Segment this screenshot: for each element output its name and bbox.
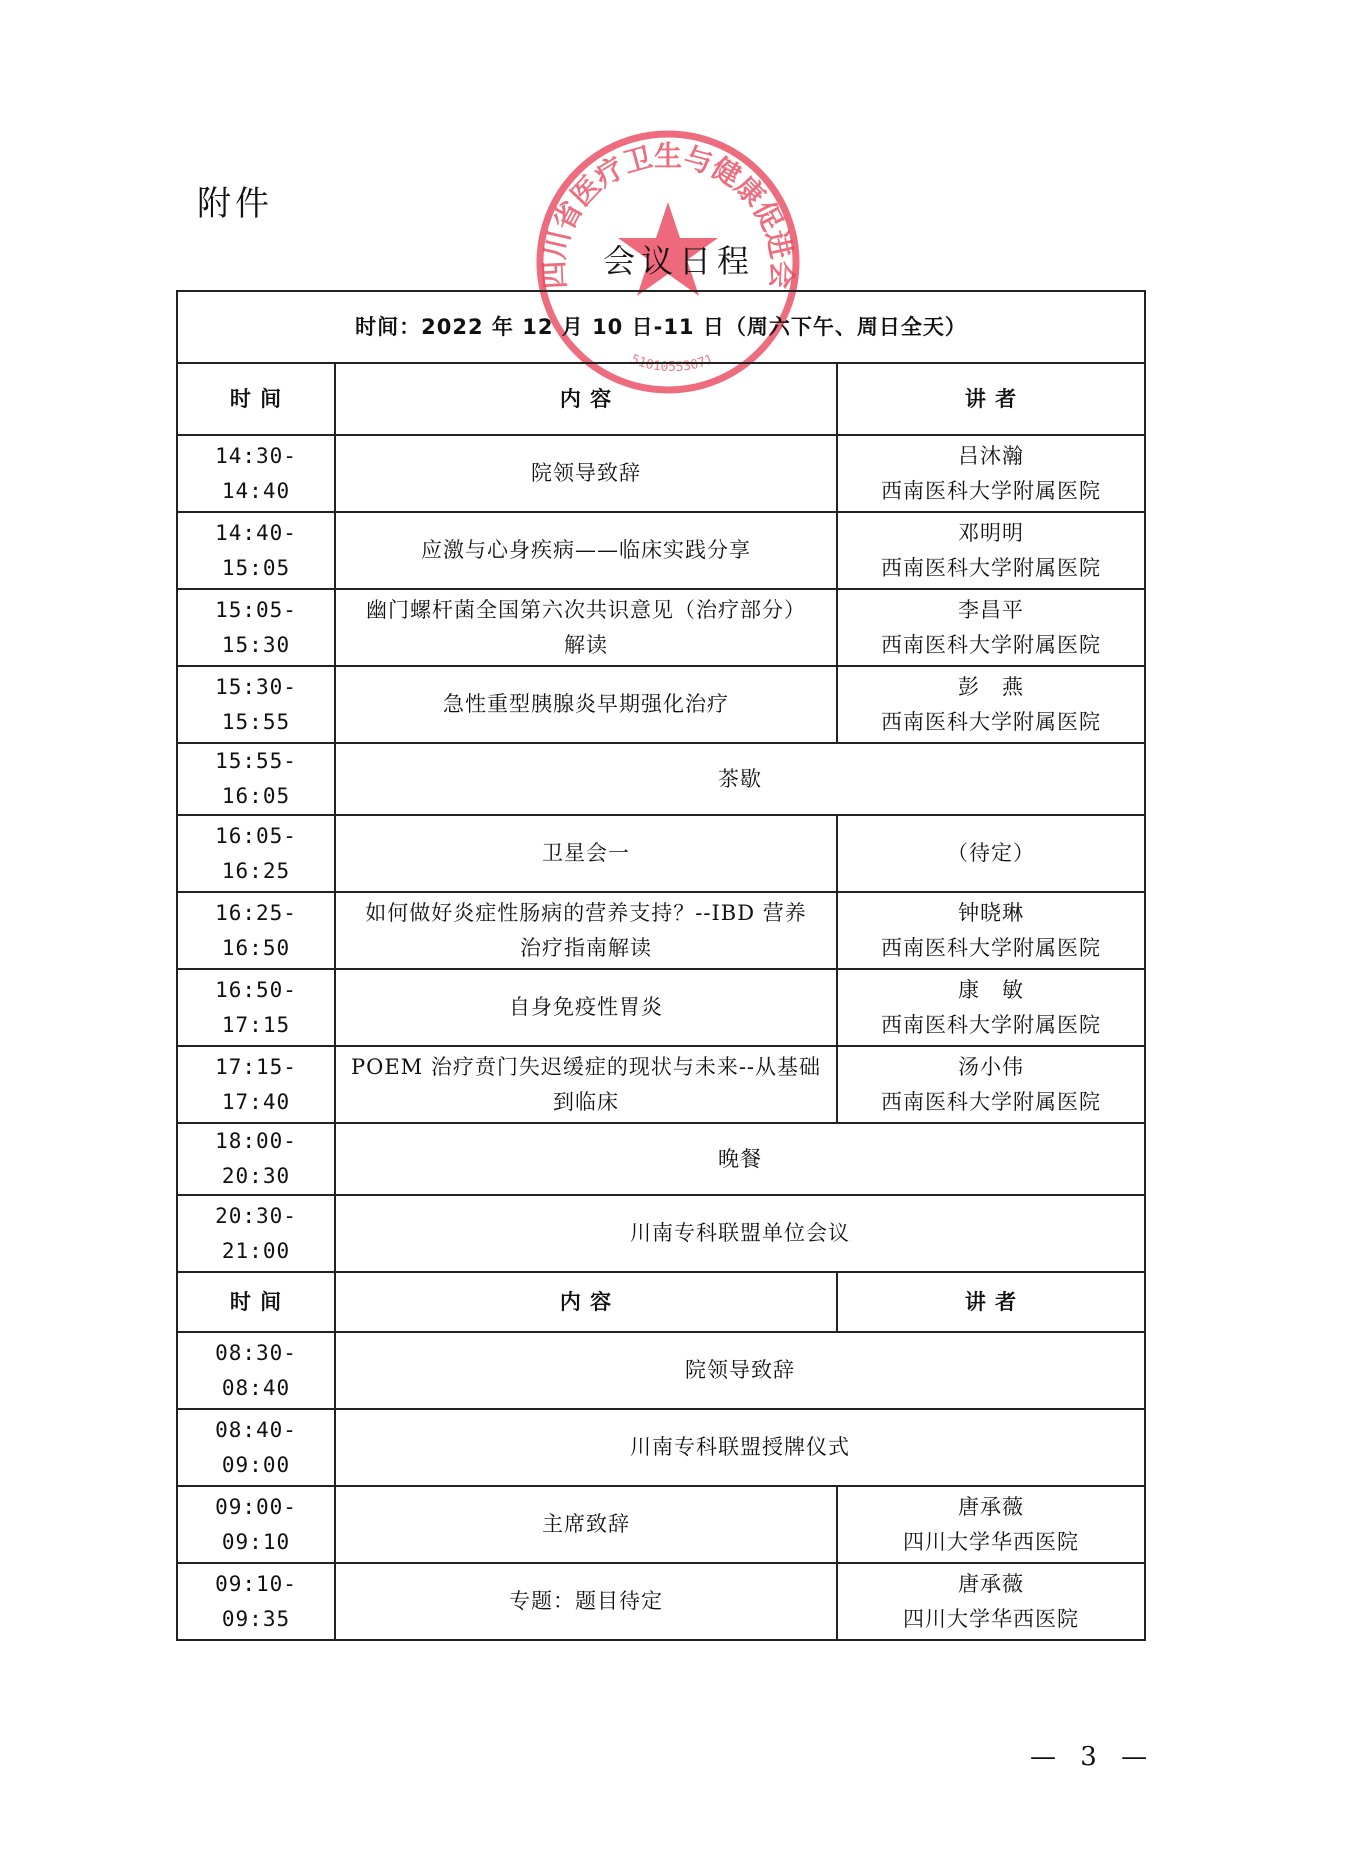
session-content — [335, 589, 837, 666]
date-row — [177, 291, 1145, 363]
session-speaker — [837, 1563, 1145, 1640]
session-time: 18:00-20:30 — [177, 1123, 335, 1195]
table-row — [177, 892, 1145, 969]
session-time: 08:30-08:40 — [177, 1332, 335, 1409]
table-row — [177, 1409, 1145, 1486]
session-speaker-line: 西南医科大学附属医院 — [881, 555, 1102, 580]
session-time: 15:30-15:55 — [177, 666, 335, 743]
attachment-label: 附件 — [197, 184, 273, 224]
page-title: 会议日程 — [602, 242, 755, 280]
session-content — [335, 1332, 1145, 1409]
session-time: 16:25-16:50 — [177, 892, 335, 969]
table-row — [177, 743, 1145, 815]
header-time: 时 间 — [177, 1272, 335, 1332]
session-content-line: 自身免疫性胃炎 — [509, 995, 663, 1019]
session-content — [335, 1486, 837, 1563]
session-content — [335, 435, 837, 512]
session-time: 15:05-15:30 — [177, 589, 335, 666]
session-speaker — [837, 969, 1145, 1046]
session-speaker-line: 西南医科大学附属医院 — [881, 632, 1102, 657]
session-speaker — [837, 1046, 1145, 1123]
table-row — [177, 815, 1145, 892]
table-row — [177, 589, 1145, 666]
session-time: 09:10-09:35 — [177, 1563, 335, 1640]
session-content — [335, 1046, 837, 1123]
session-speaker — [837, 892, 1145, 969]
table-row — [177, 512, 1145, 589]
session-content — [335, 1409, 1145, 1486]
session-content-line: POEM 治疗贲门失迟缓症的现状与未来--从基础 — [350, 1054, 822, 1079]
table-row — [177, 969, 1145, 1046]
header-time: 时 间 — [177, 363, 335, 435]
session-content-line: 主席致辞 — [542, 1512, 630, 1536]
session-speaker-line: 西南医科大学附属医院 — [881, 1089, 1102, 1114]
table-row — [177, 1563, 1145, 1640]
session-content — [335, 512, 837, 589]
session-speaker-line: 康 敏 — [958, 977, 1025, 1002]
session-time: 08:40-09:00 — [177, 1409, 335, 1486]
table-row — [177, 666, 1145, 743]
session-content-line: 院领导致辞 — [685, 1358, 796, 1382]
table-header-row — [177, 363, 1145, 435]
session-speaker-line: 西南医科大学附属医院 — [881, 935, 1102, 960]
session-content — [335, 892, 837, 969]
header-speaker: 讲 者 — [837, 1272, 1145, 1332]
table-row — [177, 1195, 1145, 1272]
table-row — [177, 1332, 1145, 1409]
session-content-line: 急性重型胰腺炎早期强化治疗 — [443, 692, 729, 716]
session-content — [335, 1123, 1145, 1195]
page-number: — 3 — — [1030, 1742, 1156, 1772]
session-content — [335, 1195, 1145, 1272]
session-speaker-line: 邓明明 — [958, 520, 1025, 545]
session-content-line: 幽门螺杆菌全国第六次共识意见（治疗部分） — [366, 597, 806, 622]
session-speaker-line: 西南医科大学附属医院 — [881, 1012, 1102, 1037]
session-speaker — [837, 1486, 1145, 1563]
session-content — [335, 815, 837, 892]
schedule-table — [176, 290, 1146, 1641]
header-speaker: 讲 者 — [837, 363, 1145, 435]
session-content-line: 川南专科联盟授牌仪式 — [630, 1435, 851, 1459]
session-time: 16:05-16:25 — [177, 815, 335, 892]
session-time: 16:50-17:15 — [177, 969, 335, 1046]
session-time: 15:55-16:05 — [177, 743, 335, 815]
session-time: 14:40-15:05 — [177, 512, 335, 589]
session-speaker-line: 李昌平 — [958, 597, 1025, 622]
session-speaker-line: 四川大学华西医院 — [903, 1529, 1080, 1554]
session-time: 17:15-17:40 — [177, 1046, 335, 1123]
table-row — [177, 1046, 1145, 1123]
session-speaker — [837, 512, 1145, 589]
session-speaker — [837, 815, 1145, 892]
session-speaker-line: 汤小伟 — [958, 1054, 1025, 1079]
session-content — [335, 666, 837, 743]
seal-number: 51010553071 — [628, 352, 716, 376]
table-row — [177, 1123, 1145, 1195]
session-content — [335, 1563, 837, 1640]
session-speaker-line: 西南医科大学附属医院 — [881, 709, 1102, 734]
header-content: 内 容 — [335, 363, 837, 435]
session-content-line: 卫星会一 — [542, 841, 630, 865]
session-speaker-line: 西南医科大学附属医院 — [881, 478, 1102, 503]
session-content — [335, 969, 837, 1046]
table-row — [177, 1486, 1145, 1563]
session-content-line: 到临床 — [553, 1089, 619, 1114]
session-content-line: 川南专科联盟单位会议 — [630, 1221, 851, 1245]
session-speaker-line: 唐承薇 — [958, 1494, 1025, 1519]
session-content-line: 如何做好炎症性肠病的营养支持？--IBD 营养 — [365, 900, 807, 925]
session-content-line: 应激与心身疾病——临床实践分享 — [421, 538, 751, 562]
session-time: 14:30-14:40 — [177, 435, 335, 512]
session-time: 09:00-09:10 — [177, 1486, 335, 1563]
session-content-line: 院领导致辞 — [531, 461, 641, 485]
session-speaker-line: 钟晓琳 — [958, 900, 1025, 925]
session-content-line: 专题：题目待定 — [509, 1589, 663, 1613]
session-speaker — [837, 589, 1145, 666]
session-speaker-line: （待定） — [947, 841, 1036, 865]
session-speaker-line: 四川大学华西医院 — [903, 1606, 1080, 1631]
table-header-row — [177, 1272, 1145, 1332]
session-speaker — [837, 435, 1145, 512]
session-content-line: 茶歇 — [718, 766, 763, 791]
header-content: 内 容 — [335, 1272, 837, 1332]
session-content-line: 晚餐 — [718, 1146, 763, 1171]
seal-text: 四川省医疗卫生与健康促进会 — [537, 139, 799, 290]
table-row — [177, 435, 1145, 512]
session-speaker — [837, 666, 1145, 743]
session-time: 20:30-21:00 — [177, 1195, 335, 1272]
session-content-line: 解读 — [564, 632, 608, 657]
session-speaker-line: 吕沐瀚 — [958, 443, 1025, 468]
session-content-line: 治疗指南解读 — [520, 935, 652, 960]
session-content — [335, 743, 1145, 815]
session-speaker-line: 唐承薇 — [958, 1571, 1025, 1596]
meeting-date: 时间：2022 年 12 月 10 日-11 日（周六下午、周日全天） — [177, 291, 1145, 363]
session-speaker-line: 彭 燕 — [958, 674, 1025, 699]
